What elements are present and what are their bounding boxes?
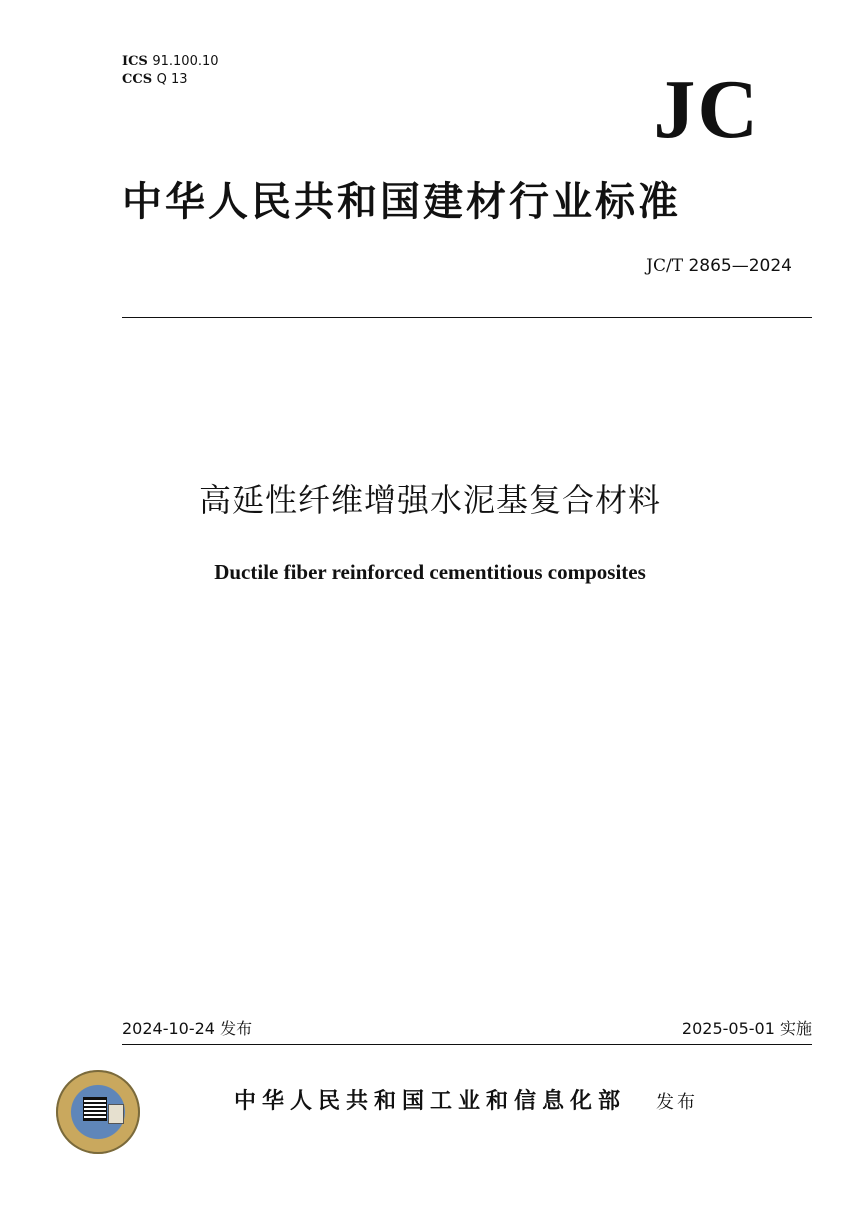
seal-label-icon bbox=[108, 1104, 124, 1124]
issue-date: 2024-10-24 发布 bbox=[122, 1019, 253, 1038]
ics-label: ICS bbox=[122, 54, 148, 69]
ccs-code bbox=[122, 72, 188, 88]
issuing-suffix: 发布 bbox=[656, 1092, 698, 1113]
ccs-value: Q 13 bbox=[156, 72, 188, 87]
standard-category-title: 中华人民共和国建材行业标准 bbox=[122, 179, 681, 225]
ics-code bbox=[122, 54, 219, 70]
standard-number-prefix: JC/T bbox=[646, 256, 684, 276]
standard-number bbox=[646, 256, 792, 276]
document-title-en: Ductile fiber reinforced cementitious composites bbox=[214, 560, 646, 584]
ics-value: 91.100.10 bbox=[152, 54, 219, 69]
jc-logo: JC bbox=[653, 63, 760, 156]
document-title-cn: 高延性纤维增强水泥基复合材料 bbox=[198, 481, 661, 519]
implementation-date: 2025-05-01 实施 bbox=[681, 1019, 812, 1038]
anti-counterfeit-seal-icon bbox=[56, 1070, 140, 1154]
top-divider bbox=[122, 317, 812, 318]
issuing-authority: 中华人民共和国工业和信息化部 bbox=[234, 1089, 627, 1114]
qr-code-icon bbox=[84, 1098, 106, 1120]
standard-number-value: 2865—2024 bbox=[688, 256, 792, 276]
ccs-label: CCS bbox=[122, 72, 153, 87]
bottom-divider bbox=[122, 1044, 812, 1045]
